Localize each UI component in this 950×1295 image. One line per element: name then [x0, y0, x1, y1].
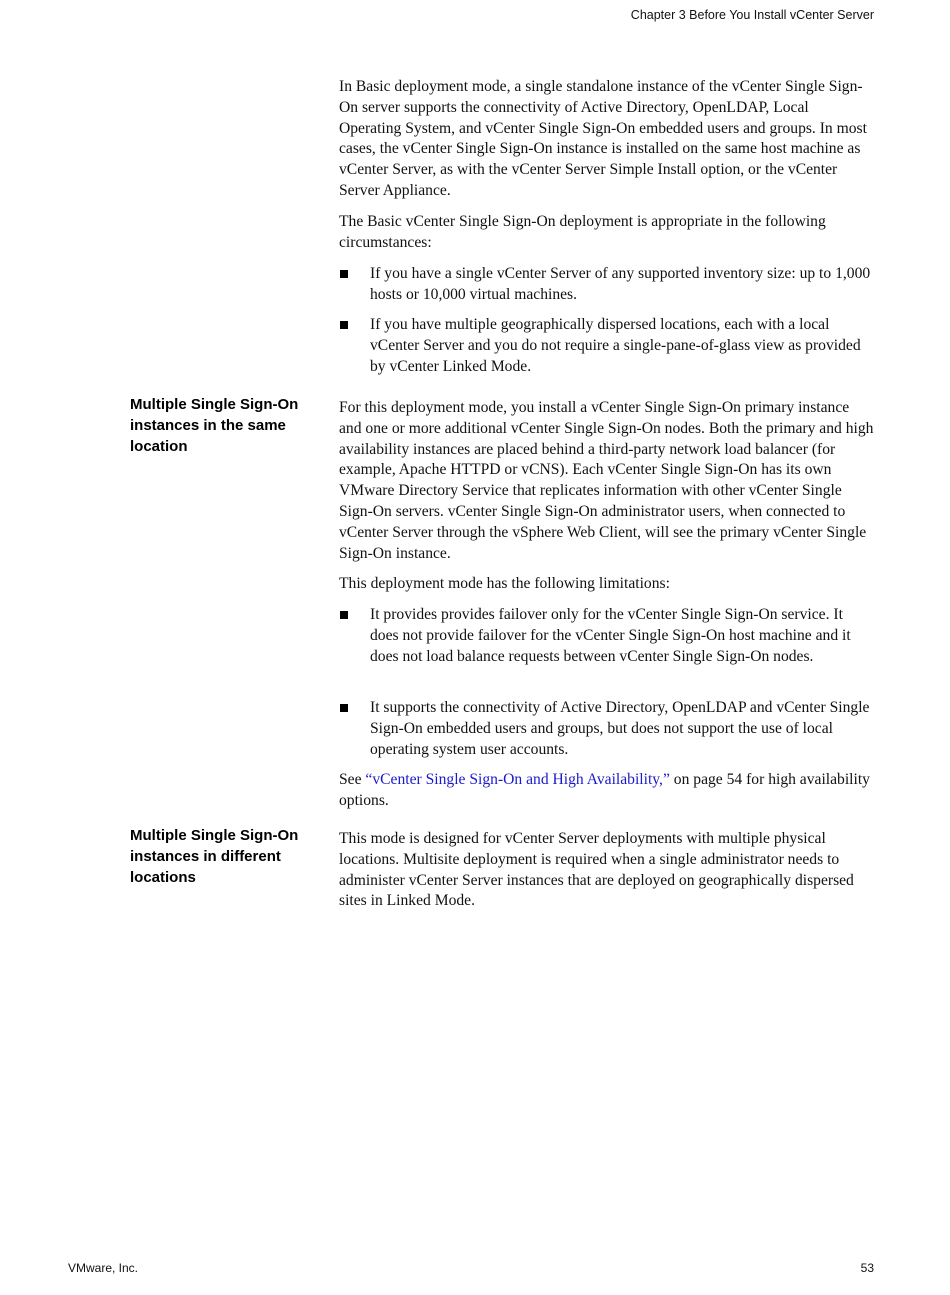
- see-prefix: See: [339, 771, 366, 788]
- bullet-text: If you have multiple geographically dispersed locations, each with a local vCenter Server and you do not require a single-pane-of-glass view as provided by vCenter Linked Mode.: [370, 316, 861, 375]
- basic-para-1: In Basic deployment mode, a single standalone instance of the vCenter Single Sign-On server supports the connectivity of Active Directory, OpenLDAP, Local Operating System, and vCenter Single Sign-On embedded users and groups. In most cases, the vCenter Single Sign-On instance is installed on the same host machine as vCenter Server, as with the vCenter Server Simple Install option, or the vCenter Server Appliance.: [339, 78, 867, 199]
- bullet-text: It supports the connectivity of Active Directory, OpenLDAP and vCenter Single Sign-On embedded users and groups, but does not support the use of local operating system user accounts.: [370, 699, 870, 758]
- basic-para-2: The Basic vCenter Single Sign-On deployment is appropriate in the following circumstances:: [339, 213, 826, 251]
- page-number: 53: [860, 1261, 874, 1275]
- see-also-text: [339, 770, 874, 812]
- basic-intro-paragraph: [339, 77, 874, 202]
- bullet-square-icon: [340, 611, 348, 619]
- high-availability-link[interactable]: “vCenter Single Sign-On and High Availability,”: [365, 771, 670, 788]
- list-item: [339, 605, 874, 667]
- running-header: Chapter 3 Before You Install vCenter Server: [630, 8, 874, 22]
- limitations-paragraph: [339, 574, 874, 595]
- bullet-text: If you have a single vCenter Server of any supported inventory size: up to 1,000 hosts or 10,000 virtual machines.: [370, 265, 871, 303]
- different-locations-paragraph: [339, 829, 874, 912]
- same-location-paragraph: [339, 398, 874, 564]
- basic-circumstances-paragraph: [339, 212, 874, 254]
- list-item: [339, 264, 874, 306]
- bullet-square-icon: [340, 704, 348, 712]
- list-item: [339, 698, 874, 760]
- same-location-para-2: This deployment mode has the following limitations:: [339, 575, 670, 592]
- section-heading-same-location: Multiple Single Sign-On instances in the same location: [130, 396, 299, 455]
- bullet-square-icon: [340, 270, 348, 278]
- bullet-square-icon: [340, 321, 348, 329]
- see-also-paragraph: [339, 770, 874, 812]
- list-item: [339, 315, 874, 377]
- see-suffix: on page 54 for high availability options.: [339, 771, 870, 809]
- section-heading-different-locations: Multiple Single Sign-On instances in different locations: [130, 827, 299, 886]
- different-locations-para-1: This mode is designed for vCenter Server deployments with multiple physical locations. Multisite deployment is required when a single administrator needs to administer vCenter Server instances that are deployed on geographically dispersed sites in Linked Mode.: [339, 830, 854, 910]
- footer-company: VMware, Inc.: [68, 1261, 139, 1275]
- bullet-text: It provides provides failover only for the vCenter Single Sign-On service. It does not provide failover for the vCenter Single Sign-On host machine and it does not load balance requests between vCenter Single Sign-On nodes.: [370, 606, 851, 665]
- same-location-para-1: For this deployment mode, you install a vCenter Single Sign-On primary instance and one or more additional vCenter Single Sign-On nodes. Both the primary and high availability instances are placed behind a third-party network load balancer (for example, Apache HTTPD or vCNS). Each vCenter Single Sign-On has its own VMware Directory Service that replicates information with other vCenter Single Sign-On servers. vCenter Single Sign-On administrator users, when connected to vCenter Server through the vSphere Web Client, will see the primary vCenter Single Sign-On instance.: [339, 399, 874, 562]
